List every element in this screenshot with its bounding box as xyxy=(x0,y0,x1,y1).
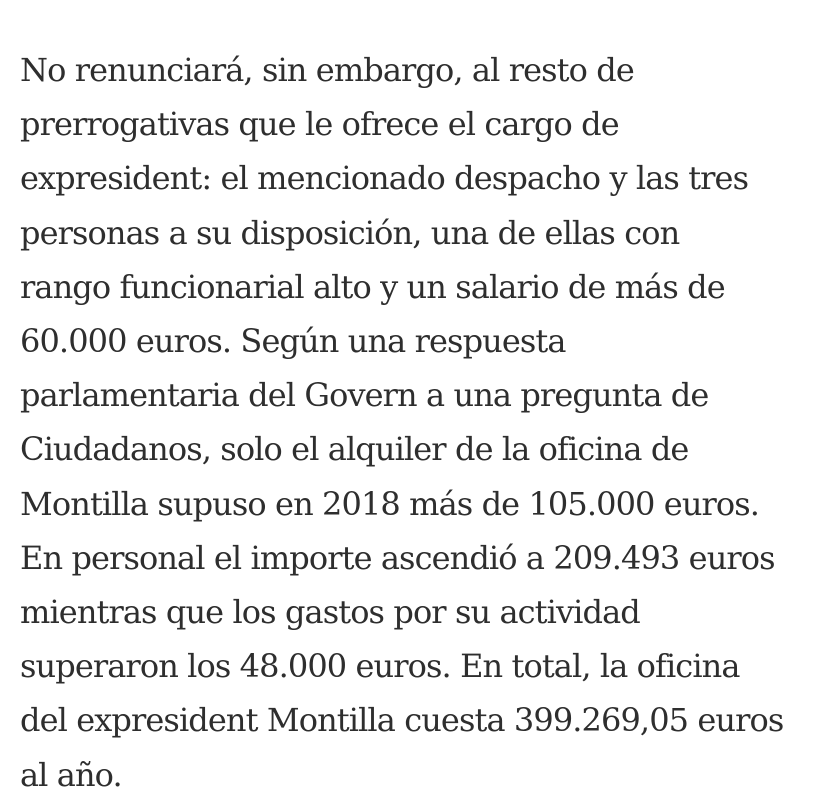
paragraph-line: mientras que los gastos por su actividad xyxy=(20,593,640,632)
paragraph-line: personas a su disposición, una de ellas con xyxy=(20,213,680,252)
paragraph-line: del expresident Montilla cuesta 399.269,05 euros xyxy=(20,701,784,740)
article-paragraph xyxy=(20,43,820,802)
paragraph-line: al año. xyxy=(20,755,122,794)
paragraph-line: superaron los 48.000 euros. En total, la oficina xyxy=(20,647,740,686)
paragraph-line: En personal el importe ascendió a 209.493 euros xyxy=(20,538,775,577)
paragraph-line: No renunciará, sin embargo, al resto de xyxy=(20,51,634,89)
paragraph-line: expresident: el mencionado despacho y las tres xyxy=(20,159,749,198)
paragraph-line: Montilla supuso en 2018 más de 105.000 euros. xyxy=(20,484,760,523)
paragraph-line: parlamentaria del Govern a una pregunta de xyxy=(20,376,709,415)
paragraph-line: prerrogativas que le ofrece el cargo de xyxy=(20,105,619,144)
paragraph-line: Ciudadanos, solo el alquiler de la oficina de xyxy=(20,430,689,469)
paragraph-line: 60.000 euros. Según una respuesta xyxy=(20,322,566,361)
paragraph-line: rango funcionarial alto y un salario de más de xyxy=(20,267,725,306)
